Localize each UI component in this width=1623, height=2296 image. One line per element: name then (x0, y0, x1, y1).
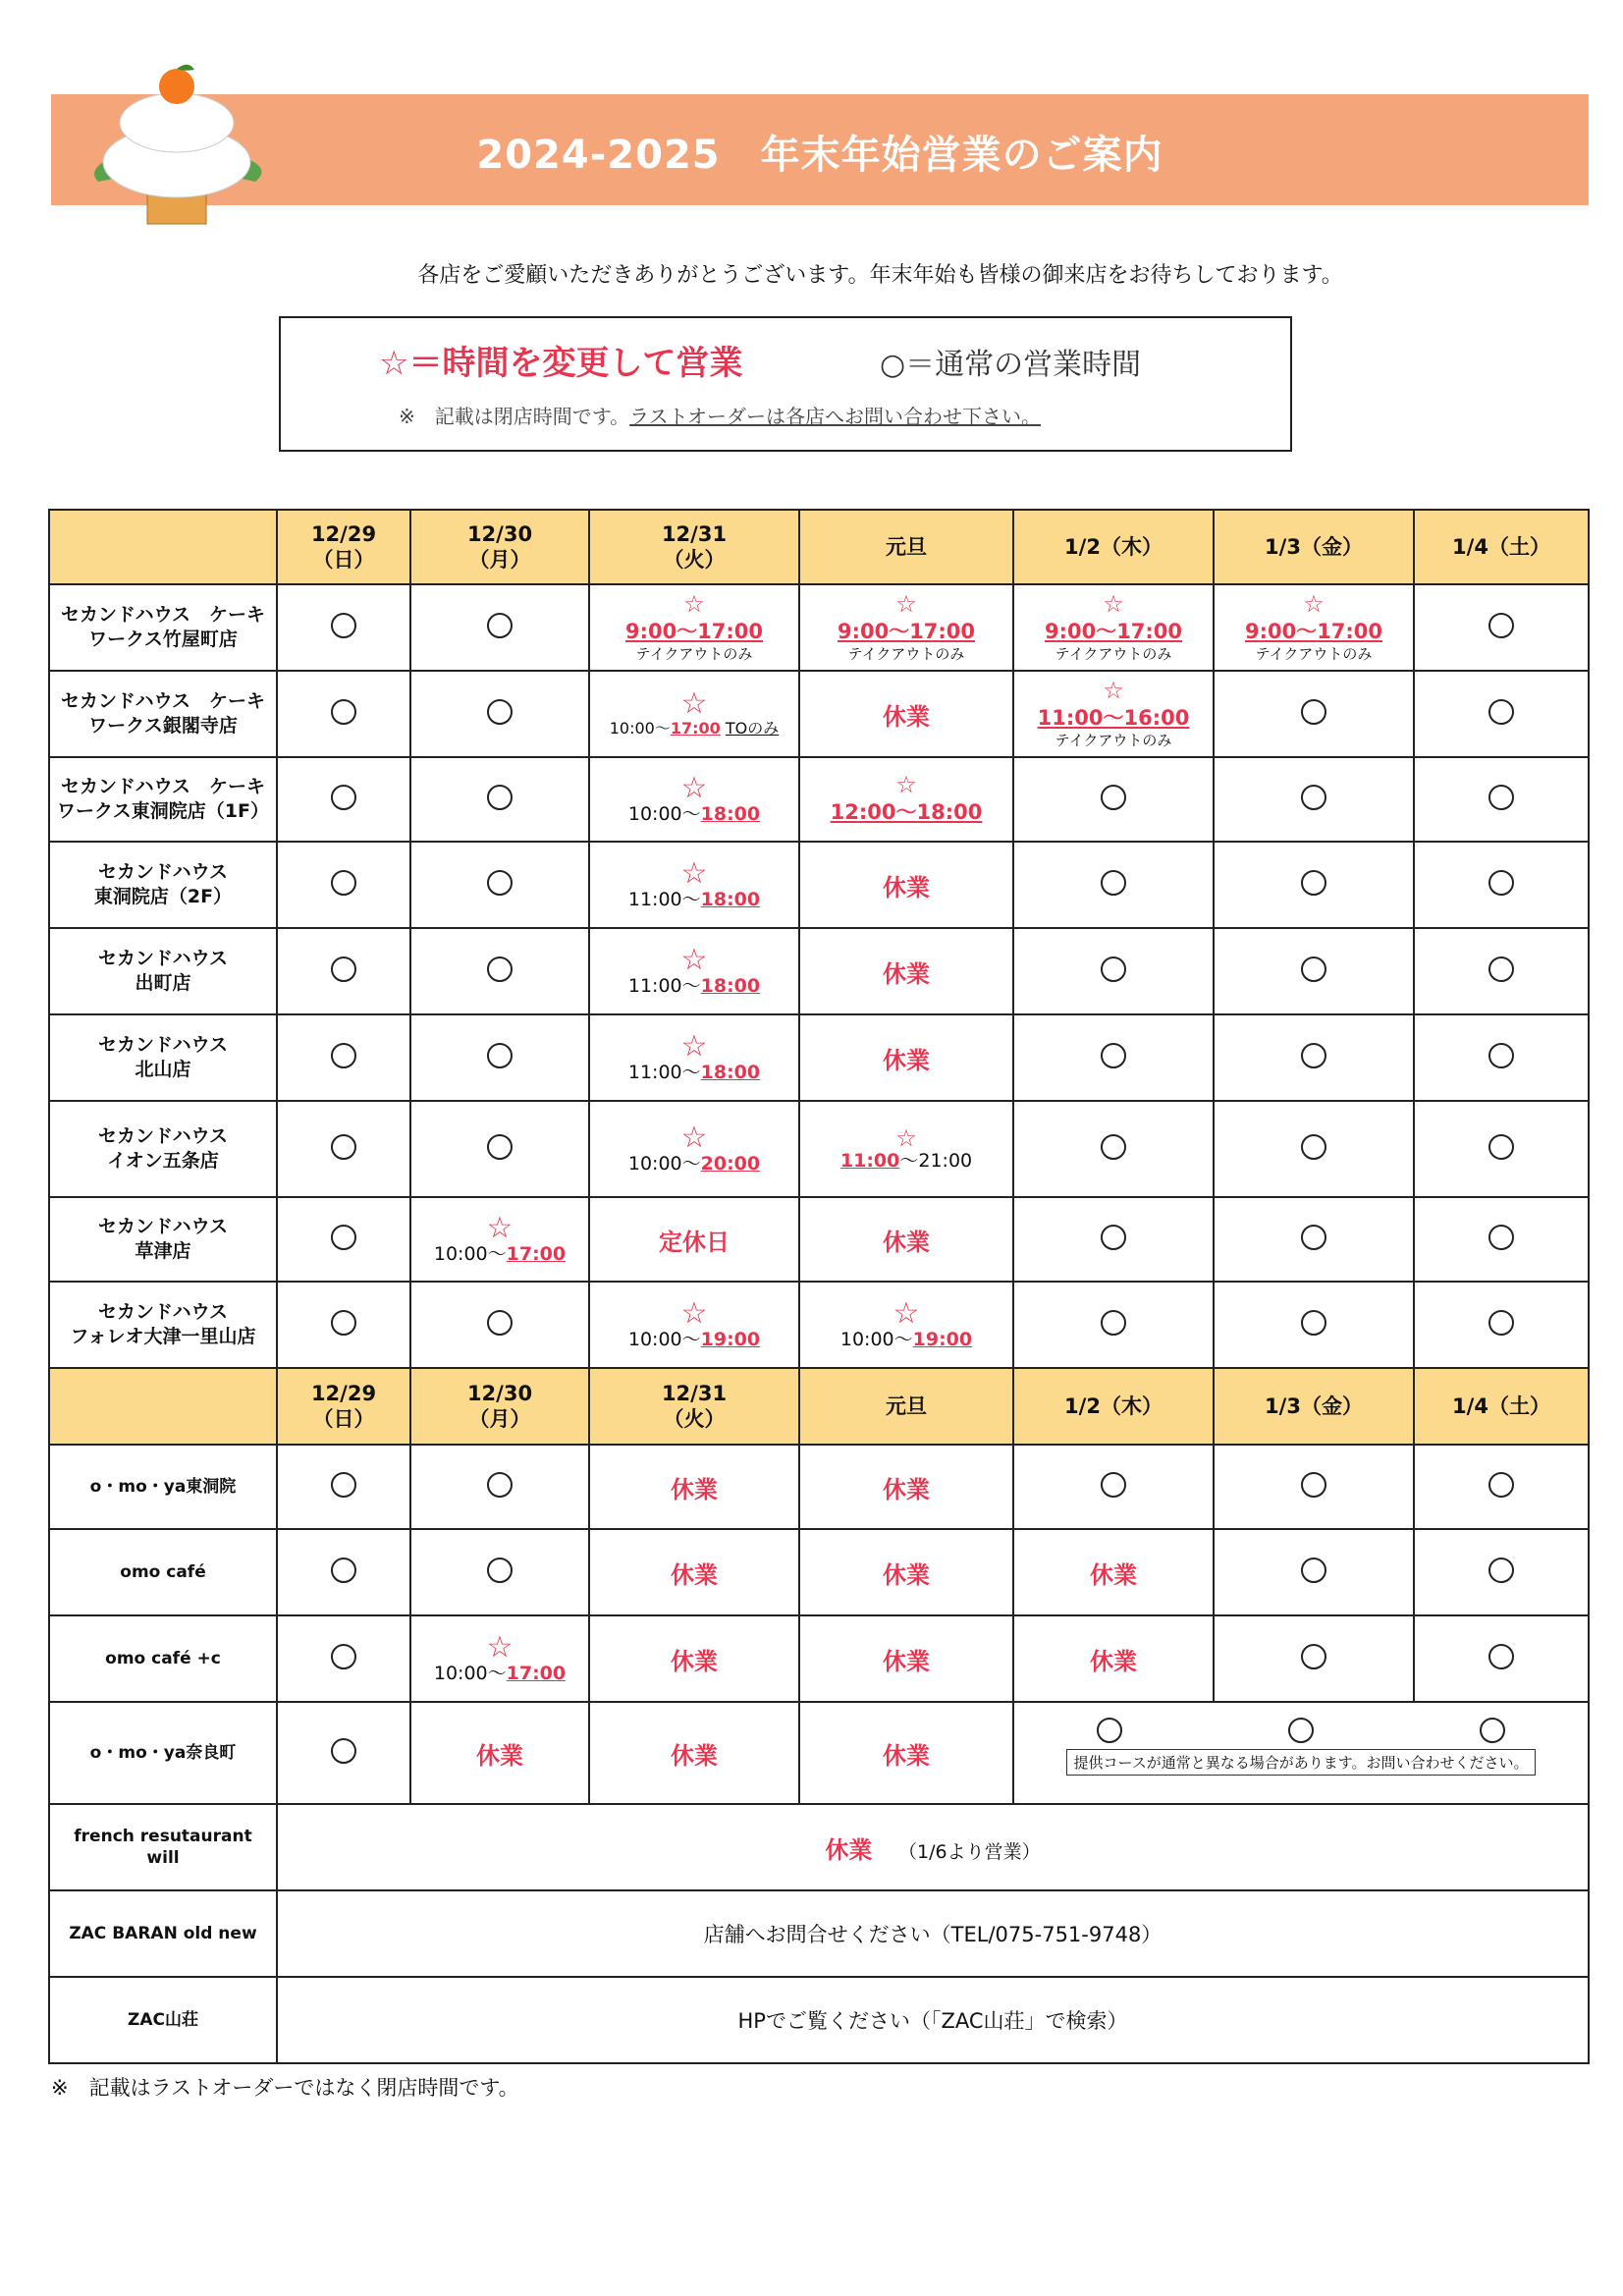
table-row (49, 1702, 1589, 1804)
table-row (49, 1014, 1589, 1101)
star-icon: ☆ (486, 1629, 514, 1665)
header-0102: 1/2（木） (1013, 1368, 1214, 1445)
spanned-info: 店舗へお問合せください（TEL/075-751-9748） (277, 1890, 1589, 1977)
store-name: セカンドハウス ケーキ ワークス東洞院店（1F） (49, 757, 277, 842)
spanned-info: HPでご覧ください（「ZAC山荘」で検索） (277, 1977, 1589, 2063)
schedule-table (48, 509, 1590, 2064)
open-normal (1013, 1197, 1214, 1282)
header-1229: 12/29 （日） (277, 1368, 410, 1445)
star-icon: ☆ (680, 1295, 708, 1331)
open-normal (1414, 757, 1589, 842)
open-normal (410, 842, 589, 928)
changed-hours: ☆ 10:00〜17:00 (410, 1197, 589, 1282)
store-name: セカンドハウス ケーキ ワークス銀閣寺店 (49, 671, 277, 757)
legend-circle-text: ○＝通常の営業時間 (880, 348, 1142, 382)
header-0103: 1/3（金） (1214, 510, 1414, 584)
course-note: 提供コースが通常と異なる場合があります。お問い合わせください。 (1066, 1749, 1535, 1776)
open-normal (1414, 671, 1589, 757)
open-normal (410, 928, 589, 1014)
star-icon: ☆ (895, 1123, 917, 1152)
star-icon: ☆ (486, 1210, 514, 1245)
closed-cell: 休業 (589, 1529, 799, 1615)
open-normal (410, 1529, 589, 1615)
changed-hours: ☆ 11:00〜18:00 (589, 928, 799, 1014)
table-row (49, 671, 1589, 757)
open-normal (1414, 1615, 1589, 1702)
changed-hours: ☆ 10:00〜19:00 (589, 1282, 799, 1368)
header-0104: 1/4（土） (1414, 510, 1589, 584)
star-icon: ☆ (893, 1295, 920, 1331)
store-name: セカンドハウス ケーキ ワークス竹屋町店 (49, 584, 277, 671)
open-normal (1214, 1282, 1414, 1368)
open-normal (1414, 1014, 1589, 1101)
store-name: omo café (49, 1529, 277, 1615)
store-name: セカンドハウス フォレオ大津一里山店 (49, 1282, 277, 1368)
header-row (49, 1368, 1589, 1445)
open-normal (277, 1702, 410, 1804)
header-ganjitsu: 元旦 (799, 510, 1013, 584)
header-1230: 12/30 （月） (410, 510, 589, 584)
open-normal (410, 1014, 589, 1101)
open-normal (1214, 1197, 1414, 1282)
table-row (49, 1890, 1589, 1977)
open-normal (1414, 1197, 1589, 1282)
open-normal (1414, 928, 1589, 1014)
store-name: セカンドハウス 草津店 (49, 1197, 277, 1282)
closed-cell: 休業 (799, 1615, 1013, 1702)
changed-hours: ☆ 9:00〜17:00 テイクアウトのみ (589, 584, 799, 671)
closed-cell: 休業 (589, 1615, 799, 1702)
store-name: セカンドハウス 出町店 (49, 928, 277, 1014)
legend-star-text: ☆＝時間を変更して営業 (379, 344, 743, 383)
legend-note-underlined: ラストオーダーは各店へお問い合わせ下さい。 (629, 405, 1041, 428)
header-0103: 1/3（金） (1214, 1368, 1414, 1445)
store-name: o・mo・ya東洞院 (49, 1445, 277, 1529)
open-normal (1013, 1101, 1214, 1197)
closed-cell: 休業 (589, 1445, 799, 1529)
store-name: セカンドハウス イオン五条店 (49, 1101, 277, 1197)
header-1231: 12/31 （火） (589, 510, 799, 584)
table-row (49, 1529, 1589, 1615)
store-name: セカンドハウス 東洞院店（2F） (49, 842, 277, 928)
closed-cell: 休業 (799, 1445, 1013, 1529)
footer-note: ※ 記載はラストオーダーではなく閉店時間です。 (51, 2076, 519, 2100)
open-normal (277, 1014, 410, 1101)
changed-hours: ☆ 11:00〜18:00 (589, 842, 799, 928)
open-normal (410, 757, 589, 842)
star-icon: ☆ (1303, 590, 1325, 618)
open-normal (1214, 842, 1414, 928)
table-row (49, 757, 1589, 842)
store-name: french resutaurant will (49, 1804, 277, 1890)
closed-cell: 休業 (410, 1702, 589, 1804)
open-normal (277, 1445, 410, 1529)
star-icon: ☆ (680, 686, 708, 722)
store-name: o・mo・ya奈良町 (49, 1702, 277, 1804)
star-icon: ☆ (680, 770, 708, 805)
closed-cell: 休業 (799, 1702, 1013, 1804)
changed-hours: ☆ 10:00〜17:00 (410, 1615, 589, 1702)
closed-cell: 休業 (1013, 1529, 1214, 1615)
open-normal (277, 671, 410, 757)
store-name: ZAC山荘 (49, 1977, 277, 2063)
open-normal (277, 1101, 410, 1197)
header-0104: 1/4（土） (1414, 1368, 1589, 1445)
store-name: omo café +c (49, 1615, 277, 1702)
closed-cell: 休業 (799, 671, 1013, 757)
legend-note (399, 401, 1041, 429)
open-normal (1214, 1445, 1414, 1529)
kagami-mochi-illustration (79, 54, 275, 241)
open-normal (410, 1445, 589, 1529)
open-normal (1013, 1014, 1214, 1101)
open-normal (277, 842, 410, 928)
star-icon: ☆ (1103, 677, 1124, 704)
star-icon: ☆ (680, 1028, 708, 1064)
open-normal (1013, 757, 1214, 842)
spanned-info: 休業 （1/6より営業） (277, 1804, 1589, 1890)
closed-cell: 休業 (799, 842, 1013, 928)
intro-text: 各店をご愛顧いただきありがとうございます。年末年始も皆様の御来店をお待ちしております。 (417, 263, 1343, 288)
changed-hours: ☆ 11:00〜18:00 (589, 1014, 799, 1101)
open-normal (1414, 1101, 1589, 1197)
open-normal (277, 757, 410, 842)
legend-box (279, 316, 1292, 452)
open-normal (1013, 1282, 1214, 1368)
open-normal (410, 671, 589, 757)
header-corner (49, 1368, 277, 1445)
changed-hours: ☆ 11:00〜21:00 (799, 1101, 1013, 1197)
header-1229: 12/29 （日） (277, 510, 410, 584)
title-banner (51, 94, 1589, 205)
regular-holiday-cell: 定休日 (589, 1197, 799, 1282)
store-name: セカンドハウス 北山店 (49, 1014, 277, 1101)
open-normal (1214, 1615, 1414, 1702)
open-normal (1214, 928, 1414, 1014)
open-normal (1214, 1529, 1414, 1615)
table-row (49, 928, 1589, 1014)
table-row (49, 1615, 1589, 1702)
closed-cell: 休業 (589, 1702, 799, 1804)
changed-hours: ☆ 9:00〜17:00 テイクアウトのみ (799, 584, 1013, 671)
star-icon: ☆ (895, 771, 917, 798)
closed-cell: 休業 (799, 1529, 1013, 1615)
open-normal (277, 1282, 410, 1368)
legend-note-prefix: ※ 記載は閉店時間です。 (399, 405, 630, 428)
closed-cell: 休業 (799, 928, 1013, 1014)
open-normal (1214, 757, 1414, 842)
naramachi-newyear-cell (1013, 1702, 1589, 1804)
header-corner (49, 510, 277, 584)
changed-hours: ☆ 11:00〜16:00 テイクアウトのみ (1013, 671, 1214, 757)
open-normal (410, 584, 589, 671)
open-normal (1013, 842, 1214, 928)
header-ganjitsu: 元旦 (799, 1368, 1013, 1445)
changed-hours: ☆ 10:00〜20:00 (589, 1101, 799, 1197)
table-row (49, 1282, 1589, 1368)
header-1231: 12/31 （火） (589, 1368, 799, 1445)
open-normal (1013, 1445, 1214, 1529)
star-icon: ☆ (895, 590, 917, 618)
star-icon: ☆ (680, 1120, 708, 1155)
changed-hours: ☆ 12:00〜18:00 (799, 757, 1013, 842)
open-normal (277, 584, 410, 671)
changed-hours: ☆ 10:00〜19:00 (799, 1282, 1013, 1368)
table-row (49, 1445, 1589, 1529)
open-normal (1414, 584, 1589, 671)
star-icon: ☆ (680, 942, 708, 977)
open-normal (410, 1101, 589, 1197)
open-normal (277, 1529, 410, 1615)
header-1230: 12/30 （月） (410, 1368, 589, 1445)
open-normal (277, 1615, 410, 1702)
changed-hours: ☆ 10:00〜18:00 (589, 757, 799, 842)
changed-hours: ☆ 9:00〜17:00 テイクアウトのみ (1214, 584, 1414, 671)
table-row (49, 1101, 1589, 1197)
open-normal (410, 1282, 589, 1368)
table-row (49, 1197, 1589, 1282)
table-row (49, 584, 1589, 671)
open-normal (1414, 1445, 1589, 1529)
store-name: ZAC BARAN old new (49, 1890, 277, 1977)
table-row (49, 1977, 1589, 2063)
open-normal (1214, 671, 1414, 757)
open-normal (277, 1197, 410, 1282)
header-0102: 1/2（木） (1013, 510, 1214, 584)
open-normal (1214, 1014, 1414, 1101)
open-normal (1414, 842, 1589, 928)
star-icon: ☆ (683, 590, 705, 618)
closed-cell: 休業 (799, 1014, 1013, 1101)
star-icon: ☆ (1103, 590, 1124, 618)
open-normal (277, 928, 410, 1014)
closed-cell: 休業 (799, 1197, 1013, 1282)
header-row (49, 510, 1589, 584)
star-icon: ☆ (680, 855, 708, 891)
page-title: 2024-2025 年末年始営業のご案内 (476, 133, 1163, 178)
changed-hours: ☆ 9:00〜17:00 テイクアウトのみ (1013, 584, 1214, 671)
table-row (49, 1804, 1589, 1890)
table-row (49, 842, 1589, 928)
open-normal (1414, 1282, 1589, 1368)
changed-hours: ☆ 10:00〜17:00 TOのみ (589, 671, 799, 757)
open-normal (1013, 928, 1214, 1014)
closed-cell: 休業 (1013, 1615, 1214, 1702)
open-normal (1414, 1529, 1589, 1615)
open-normal (1214, 1101, 1414, 1197)
